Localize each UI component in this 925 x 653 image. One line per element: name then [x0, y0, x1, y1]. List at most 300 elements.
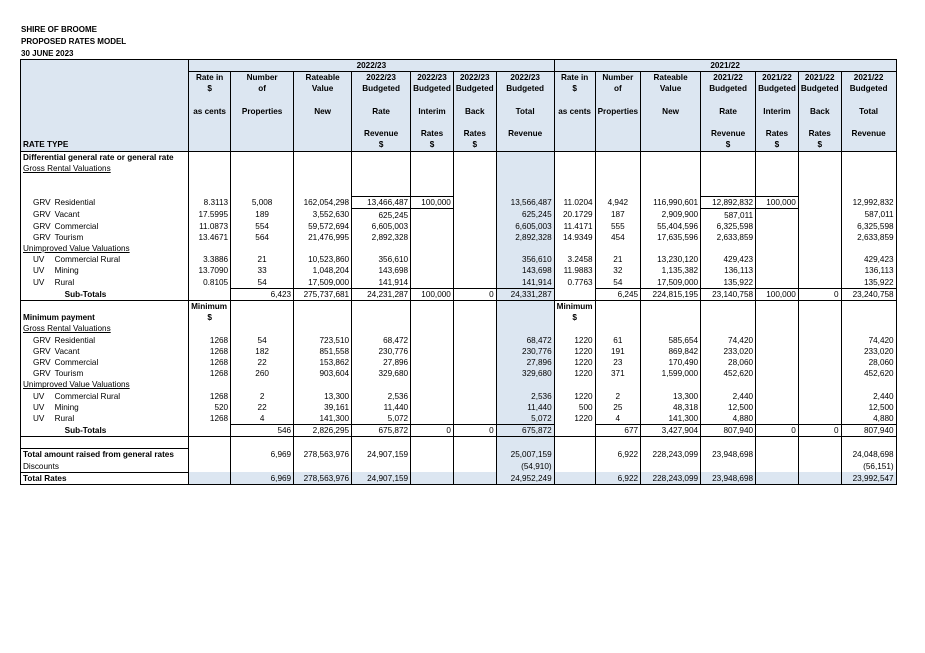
empty-cell — [641, 151, 701, 163]
empty-cell — [453, 437, 496, 449]
column-header: Rate — [352, 106, 411, 117]
column-header: Interim — [411, 106, 454, 117]
section-title: Differential general rate or general rate — [21, 151, 189, 163]
value-cell: 182 — [231, 346, 294, 357]
value-cell: 13.7090 — [189, 265, 231, 276]
column-header: Revenue — [352, 128, 411, 139]
subtotal-value: 677 — [595, 425, 641, 437]
empty-cell — [411, 163, 454, 174]
column-header: Budgeted — [453, 83, 496, 94]
empty-cell — [496, 163, 554, 174]
column-header — [798, 117, 841, 128]
rate-category: Tourism — [54, 369, 84, 379]
rate-category: Vacant — [54, 346, 80, 356]
table-row — [21, 209, 897, 221]
empty-cell — [496, 185, 554, 197]
subtotal-value: 807,940 — [701, 425, 756, 437]
column-header — [595, 139, 641, 151]
value-cell — [453, 221, 496, 232]
empty-cell — [294, 243, 352, 254]
empty-cell — [701, 243, 756, 254]
value-cell — [453, 413, 496, 425]
empty-cell — [641, 163, 701, 174]
value-cell — [453, 232, 496, 243]
subtotal-value: 24,231,287 — [352, 288, 411, 300]
valuation-code: GRV — [21, 335, 53, 346]
table-row — [21, 368, 897, 379]
empty-cell — [411, 300, 454, 312]
value-cell: 587,011 — [701, 209, 756, 221]
column-header — [352, 117, 411, 128]
value-cell: 1220 — [554, 368, 595, 379]
value-cell: 21 — [231, 254, 294, 265]
value-cell — [798, 254, 841, 265]
value-cell: 12,500 — [841, 402, 896, 413]
empty-cell — [294, 437, 352, 449]
column-header: Budgeted — [798, 83, 841, 94]
value-cell: 2 — [595, 390, 641, 401]
total-value: (54,910) — [496, 461, 554, 473]
value-cell: 4 — [231, 413, 294, 425]
value-cell: 1,135,382 — [641, 265, 701, 276]
value-cell: 21 — [595, 254, 641, 265]
value-cell: 68,472 — [496, 335, 554, 346]
rate-category: Rural — [54, 414, 75, 424]
total-value: 6,969 — [231, 472, 294, 484]
value-cell — [756, 209, 799, 221]
column-header: Budgeted — [841, 83, 896, 94]
empty-cell — [411, 174, 454, 185]
empty-cell — [231, 437, 294, 449]
value-cell — [453, 402, 496, 413]
table-row — [21, 277, 897, 289]
blank-header — [21, 128, 189, 139]
total-value: 278,563,976 — [294, 472, 352, 484]
value-cell: 135,922 — [701, 277, 756, 289]
value-cell — [798, 209, 841, 221]
total-value: 24,952,249 — [496, 472, 554, 484]
value-cell: 356,610 — [352, 254, 411, 265]
value-cell: 13,466,487 — [352, 197, 411, 209]
subtotal-value: 275,737,681 — [294, 288, 352, 300]
empty-cell — [595, 163, 641, 174]
table-row — [21, 288, 897, 300]
value-cell: 585,654 — [641, 335, 701, 346]
column-header: Back — [798, 106, 841, 117]
total-value: 23,948,698 — [701, 449, 756, 461]
column-header: Revenue — [496, 128, 554, 139]
empty-cell — [294, 185, 352, 197]
value-cell — [453, 346, 496, 357]
value-cell: 625,245 — [352, 209, 411, 221]
empty-cell — [496, 174, 554, 185]
empty-cell — [701, 185, 756, 197]
value-cell: 13,300 — [641, 390, 701, 401]
value-cell: 2,892,328 — [496, 232, 554, 243]
column-header: New — [641, 106, 701, 117]
value-cell: 555 — [595, 221, 641, 232]
empty-cell — [701, 379, 756, 390]
rate-category: Commercial — [54, 221, 99, 231]
empty-cell — [641, 300, 701, 312]
empty-cell — [453, 174, 496, 185]
column-header — [554, 139, 595, 151]
table-row — [21, 174, 897, 185]
column-header: Properties — [231, 106, 294, 117]
value-cell: 74,420 — [701, 335, 756, 346]
empty-cell — [554, 243, 595, 254]
empty-cell — [841, 151, 896, 163]
value-cell: 452,620 — [701, 368, 756, 379]
value-cell: 100,000 — [411, 197, 454, 209]
table-row — [21, 335, 897, 346]
valuation-code: UV — [21, 390, 53, 401]
column-header — [554, 95, 595, 106]
column-header: 2022/23 — [352, 72, 411, 84]
empty-cell — [595, 174, 641, 185]
empty-cell — [554, 323, 595, 334]
value-cell: 429,423 — [701, 254, 756, 265]
empty-cell — [841, 312, 896, 323]
value-cell: 39,161 — [294, 402, 352, 413]
value-cell — [756, 413, 799, 425]
value-cell: 371 — [595, 368, 641, 379]
empty-cell — [756, 163, 799, 174]
value-cell: 4,942 — [595, 197, 641, 209]
total-value — [798, 461, 841, 473]
empty-cell — [453, 151, 496, 163]
empty-cell — [701, 151, 756, 163]
empty-cell — [496, 300, 554, 312]
column-header: New — [294, 106, 352, 117]
empty-cell — [701, 437, 756, 449]
column-header: of — [595, 83, 641, 94]
column-header — [595, 95, 641, 106]
column-header: $ — [701, 139, 756, 151]
empty-cell — [294, 300, 352, 312]
empty-cell — [554, 437, 595, 449]
total-value — [756, 461, 799, 473]
column-header: Rates — [411, 128, 454, 139]
subsection-title: Gross Rental Valuations — [21, 323, 189, 334]
empty-cell — [798, 300, 841, 312]
model-date: 30 JUNE 2023 — [21, 49, 74, 58]
empty-cell — [411, 379, 454, 390]
column-header: $ — [352, 139, 411, 151]
value-cell: 5,072 — [352, 413, 411, 425]
value-cell — [411, 390, 454, 401]
value-cell: 356,610 — [496, 254, 554, 265]
empty-cell — [554, 185, 595, 197]
value-cell: 54 — [231, 277, 294, 289]
column-header: 2022/23 — [496, 72, 554, 84]
column-header — [841, 139, 896, 151]
table-row — [21, 472, 897, 484]
value-cell: 6,325,598 — [841, 221, 896, 232]
value-cell: 12,992,832 — [841, 197, 896, 209]
valuation-code: GRV — [21, 357, 53, 368]
valuation-code: UV — [21, 402, 53, 413]
valuation-code: UV — [21, 413, 53, 425]
empty-cell — [189, 174, 231, 185]
empty-cell — [411, 185, 454, 197]
empty-cell — [231, 185, 294, 197]
empty-cell — [189, 151, 231, 163]
value-cell: 1268 — [189, 335, 231, 346]
subtotal-value: 675,872 — [496, 425, 554, 437]
table-row — [21, 83, 897, 94]
empty-cell — [756, 312, 799, 323]
value-cell: 2,633,859 — [701, 232, 756, 243]
column-header: Rate in — [189, 72, 231, 84]
value-cell: 1268 — [189, 413, 231, 425]
empty-cell — [798, 323, 841, 334]
empty-cell — [21, 425, 53, 437]
column-header — [756, 117, 799, 128]
value-cell: 520 — [189, 402, 231, 413]
column-header — [453, 95, 496, 106]
subtotal-value: 24,331,287 — [496, 288, 554, 300]
empty-cell — [595, 300, 641, 312]
value-cell: 14.9349 — [554, 232, 595, 243]
value-cell: 68,472 — [352, 335, 411, 346]
value-cell — [798, 390, 841, 401]
empty-cell — [352, 323, 411, 334]
empty-cell — [496, 243, 554, 254]
empty-cell — [798, 174, 841, 185]
value-cell — [798, 402, 841, 413]
value-cell — [411, 413, 454, 425]
value-cell — [798, 357, 841, 368]
minimum-unit: $ — [554, 312, 595, 323]
subsection-title: Unimproved Value Valuations — [21, 379, 189, 390]
empty-cell — [231, 300, 294, 312]
value-cell: 13,566,487 — [496, 197, 554, 209]
column-header — [554, 128, 595, 139]
value-cell: 141,914 — [352, 277, 411, 289]
column-header: Budgeted — [411, 83, 454, 94]
table-row — [21, 346, 897, 357]
value-cell: 22 — [231, 357, 294, 368]
value-cell: 1220 — [554, 335, 595, 346]
column-header — [641, 95, 701, 106]
value-cell: 11.0873 — [189, 221, 231, 232]
empty-cell — [701, 323, 756, 334]
value-cell: 10,523,860 — [294, 254, 352, 265]
value-cell: 54 — [231, 335, 294, 346]
empty-cell — [841, 174, 896, 185]
subtotal-value: 2,826,295 — [294, 425, 352, 437]
total-value — [641, 461, 701, 473]
rate-category: Commercial — [54, 357, 99, 367]
column-header: $ — [756, 139, 799, 151]
section-title: Minimum payment — [21, 312, 189, 323]
table-row — [21, 139, 897, 151]
empty-cell — [453, 312, 496, 323]
value-cell: 2,440 — [841, 390, 896, 401]
total-value: 24,907,159 — [352, 449, 411, 461]
rate-category: Rural — [54, 277, 75, 287]
empty-cell — [189, 379, 231, 390]
total-value: 6,969 — [231, 449, 294, 461]
empty-cell — [595, 151, 641, 163]
value-cell: 32 — [595, 265, 641, 276]
value-cell: 143,698 — [496, 265, 554, 276]
value-cell — [756, 265, 799, 276]
empty-cell — [798, 243, 841, 254]
value-cell: 12,892,832 — [701, 197, 756, 209]
value-cell: 2,892,328 — [352, 232, 411, 243]
empty-cell — [701, 174, 756, 185]
empty-cell — [756, 437, 799, 449]
empty-cell — [798, 312, 841, 323]
column-header: of — [231, 83, 294, 94]
value-cell — [453, 368, 496, 379]
value-cell — [453, 265, 496, 276]
table-row — [21, 151, 897, 163]
valuation-code: GRV — [21, 209, 53, 221]
value-cell: 54 — [595, 277, 641, 289]
value-cell: 429,423 — [841, 254, 896, 265]
value-cell: 1220 — [554, 390, 595, 401]
total-value: 23,948,698 — [701, 472, 756, 484]
value-cell: 0.8105 — [189, 277, 231, 289]
valuation-code: GRV — [21, 346, 53, 357]
empty-cell — [352, 151, 411, 163]
empty-cell — [21, 174, 189, 185]
empty-cell — [841, 185, 896, 197]
empty-cell — [189, 323, 231, 334]
empty-cell — [352, 243, 411, 254]
column-header — [641, 139, 701, 151]
empty-cell — [554, 151, 595, 163]
table-row — [21, 243, 897, 254]
total-value: 6,922 — [595, 449, 641, 461]
table-row — [21, 402, 897, 413]
subtotal-value: 0 — [756, 425, 799, 437]
column-header — [841, 117, 896, 128]
value-cell: 27,896 — [352, 357, 411, 368]
column-header: Revenue — [841, 128, 896, 139]
table-row — [21, 437, 897, 449]
empty-cell — [411, 437, 454, 449]
subtotal-value: 6,245 — [595, 288, 641, 300]
value-cell: 21,476,995 — [294, 232, 352, 243]
value-cell — [756, 368, 799, 379]
empty-cell — [595, 243, 641, 254]
empty-cell — [294, 312, 352, 323]
column-header — [841, 95, 896, 106]
valuation-code: GRV — [21, 368, 53, 379]
value-cell: 2 — [231, 390, 294, 401]
column-header — [231, 128, 294, 139]
value-cell: 723,510 — [294, 335, 352, 346]
column-header: Number — [231, 72, 294, 84]
blank-header — [21, 106, 189, 117]
value-cell: 11,440 — [352, 402, 411, 413]
value-cell — [453, 390, 496, 401]
total-value — [554, 449, 595, 461]
value-cell — [411, 254, 454, 265]
value-cell: 4,880 — [841, 413, 896, 425]
value-cell — [411, 335, 454, 346]
valuation-code: UV — [21, 254, 53, 265]
value-cell — [453, 209, 496, 221]
column-header — [189, 117, 231, 128]
value-cell — [798, 413, 841, 425]
empty-cell — [411, 323, 454, 334]
value-cell: 3,552,630 — [294, 209, 352, 221]
column-header: as cents — [554, 106, 595, 117]
table-row — [21, 106, 897, 117]
column-header: Rate — [701, 106, 756, 117]
value-cell: 587,011 — [841, 209, 896, 221]
value-cell: 23 — [595, 357, 641, 368]
empty-cell — [756, 379, 799, 390]
table-row — [21, 449, 897, 461]
value-cell: 17.5995 — [189, 209, 231, 221]
value-cell: 0.7763 — [554, 277, 595, 289]
column-header: Properties — [595, 106, 641, 117]
empty-cell — [496, 437, 554, 449]
column-header — [294, 95, 352, 106]
value-cell: 233,020 — [701, 346, 756, 357]
column-header — [701, 95, 756, 106]
value-cell: 17,509,000 — [641, 277, 701, 289]
empty-cell — [231, 151, 294, 163]
value-cell: 13,300 — [294, 390, 352, 401]
value-cell — [756, 221, 799, 232]
empty-cell — [554, 174, 595, 185]
value-cell: 2,536 — [352, 390, 411, 401]
empty-cell — [411, 243, 454, 254]
empty-cell — [756, 185, 799, 197]
column-header: Total — [841, 106, 896, 117]
column-header — [189, 128, 231, 139]
value-cell — [798, 265, 841, 276]
column-header — [294, 139, 352, 151]
subtotal-value — [554, 425, 595, 437]
table-row — [21, 425, 897, 437]
column-header: Budgeted — [496, 83, 554, 94]
total-value — [411, 461, 454, 473]
minimum-label: Minimum — [554, 300, 595, 312]
value-cell — [798, 221, 841, 232]
empty-cell — [189, 437, 231, 449]
value-cell: 100,000 — [756, 197, 799, 209]
value-cell — [798, 346, 841, 357]
valuation-code: UV — [21, 265, 53, 276]
empty-cell — [798, 437, 841, 449]
value-cell: 2,633,859 — [841, 232, 896, 243]
table-row — [21, 357, 897, 368]
empty-cell — [294, 379, 352, 390]
value-cell — [756, 232, 799, 243]
table-row — [21, 221, 897, 232]
value-cell: 153,862 — [294, 357, 352, 368]
empty-cell — [21, 288, 53, 300]
table-row — [21, 60, 897, 72]
subtotal-value: 6,423 — [231, 288, 294, 300]
column-header — [189, 95, 231, 106]
empty-cell — [294, 163, 352, 174]
table-row — [21, 300, 897, 312]
table-row — [21, 232, 897, 243]
column-header — [701, 117, 756, 128]
value-cell: 230,776 — [496, 346, 554, 357]
subtotal-value — [189, 288, 231, 300]
value-cell: 74,420 — [841, 335, 896, 346]
